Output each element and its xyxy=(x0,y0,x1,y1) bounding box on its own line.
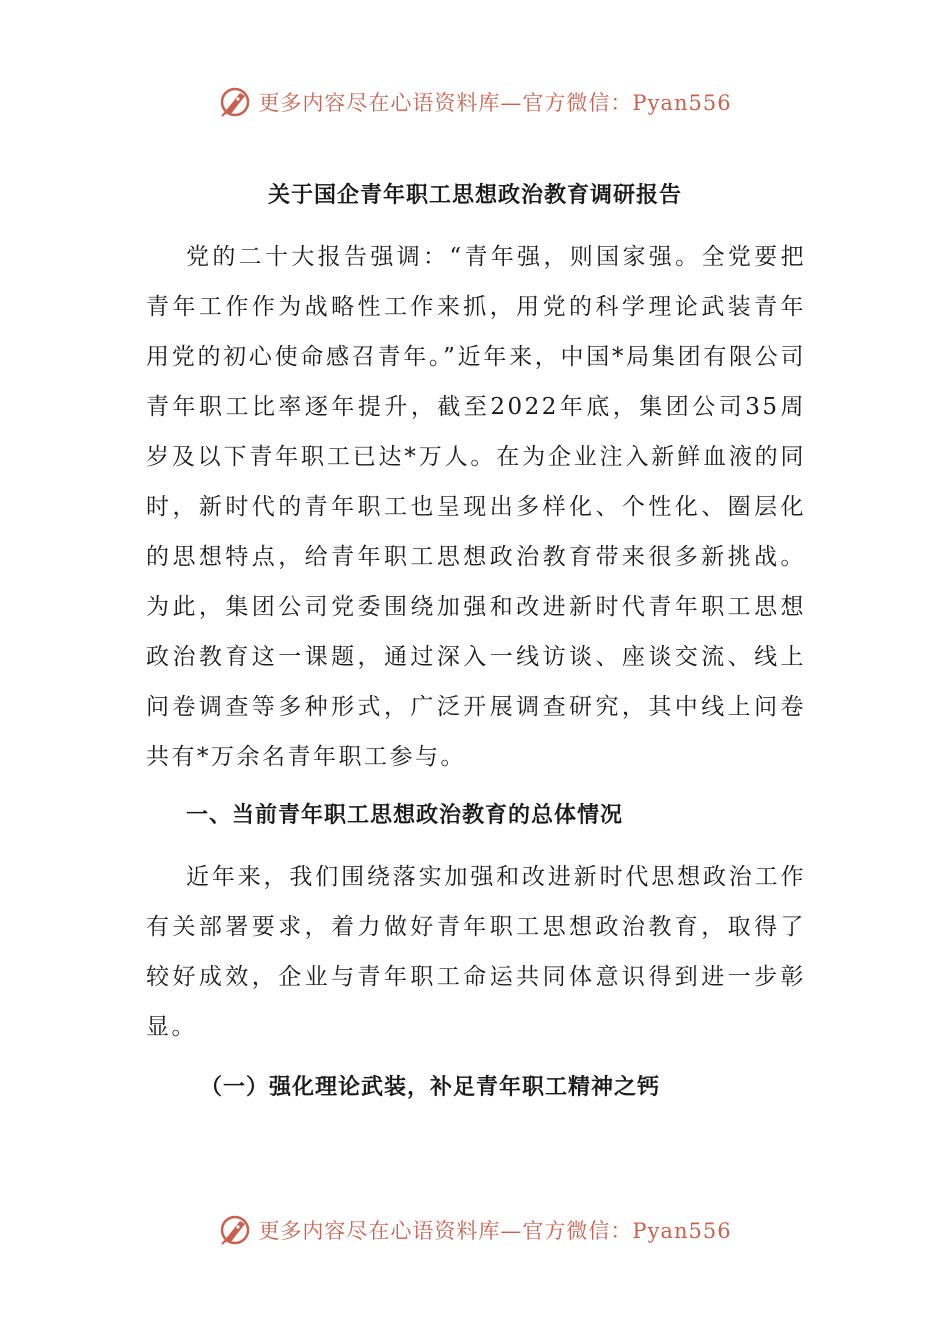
intro-paragraph: 党的二十大报告强调：“青年强，则国家强。全党要把青年工作作为战略性工作来抓，用党的科学理论武装青年用党的初心使命感召青年。”近年来，中国*局集团有限公司青年职工比率逐年提升，截至2022年底，集团公司35周岁及以下青年职工已达*万人。在为企业注入新鲜血液的同时，新时代的青年职工也呈现出多样化、个性化、圈层化的思想特点，给青年职工思想政治教育带来很多新挑战。为此，集团公司党委围绕加强和改进新时代青年职工思想政治教育这一课题，通过深入一线访谈、座谈交流、线上问卷调查等多种形式，广泛开展调查研究，其中线上问卷共有*万余名青年职工参与。 xyxy=(146,244,806,770)
header-watermark xyxy=(0,82,950,122)
section-heading: 一、当前青年职工思想政治教育的总体情况 xyxy=(186,803,624,828)
pen-nib-logo-icon xyxy=(218,1213,252,1247)
footer-watermark xyxy=(0,1210,950,1250)
pen-nib-logo-icon xyxy=(218,85,252,119)
watermark-text: 更多内容尽在心语资料库—官方微信：Pyan556 xyxy=(258,1219,732,1243)
section-paragraph: 近年来，我们围绕落实加强和改进新时代思想政治工作有关部署要求，着力做好青年职工思想政治教育，取得了较好成效，企业与青年职工命运共同体意识得到进一步彰显。 xyxy=(146,864,806,1040)
subsection-heading: （一）强化理论武装，补足青年职工精神之钙 xyxy=(200,1075,661,1100)
watermark-text: 更多内容尽在心语资料库—官方微信：Pyan556 xyxy=(258,91,732,115)
document-title: 关于国企青年职工思想政治教育调研报告 xyxy=(267,183,682,208)
